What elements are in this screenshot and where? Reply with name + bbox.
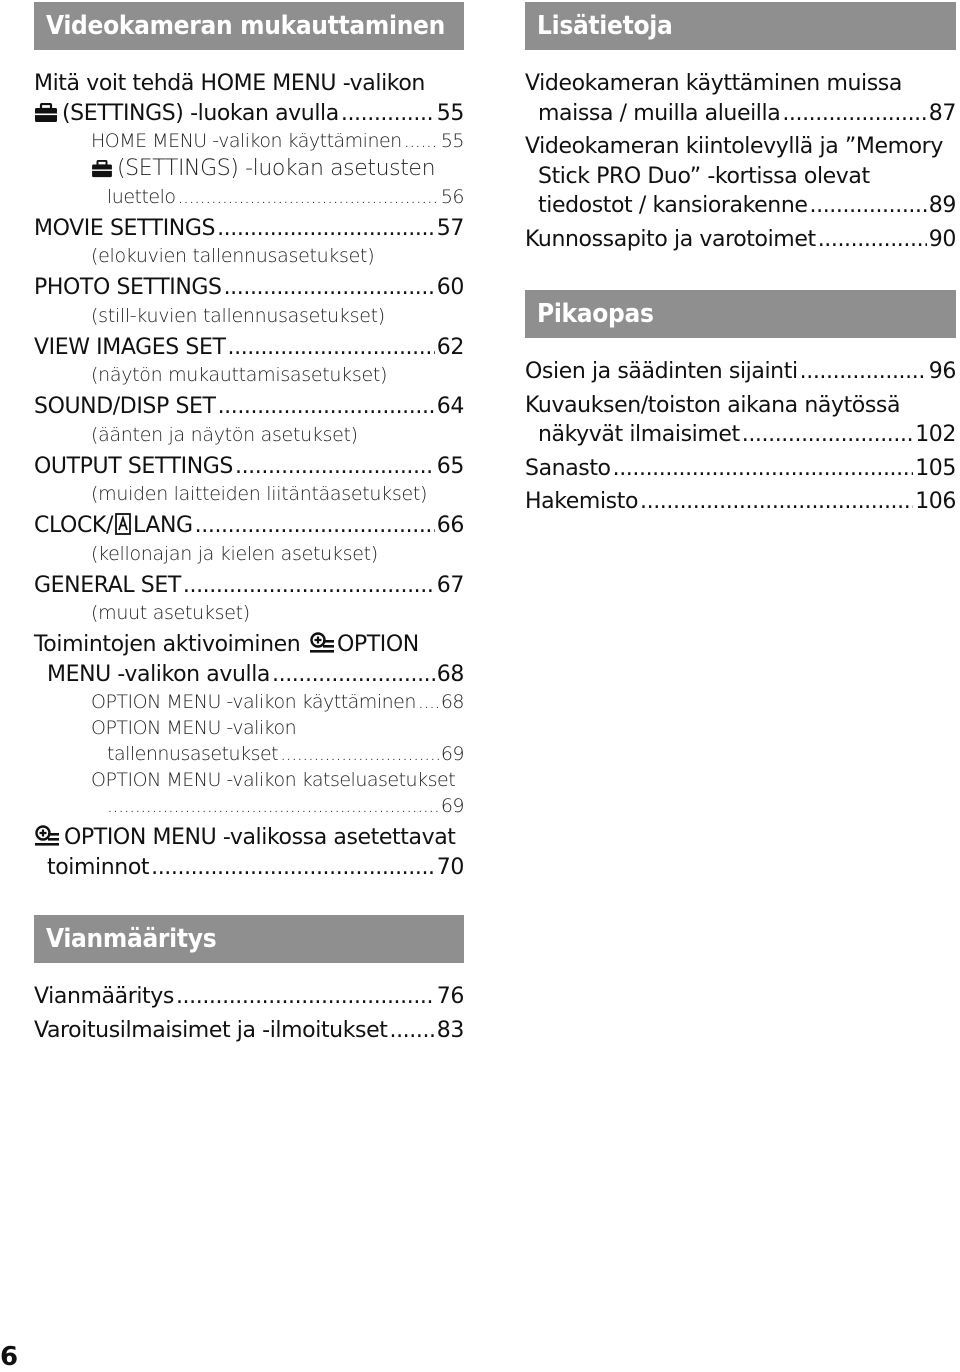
page-ref: 56 xyxy=(440,185,464,208)
page-ref: 68 xyxy=(440,691,464,713)
toc-entry-files-line1: Videokameran kiintolevyllä ja ”Memory xyxy=(525,134,943,159)
toc-entry-indicators-line1: Kuvauksen/toiston aikana näytössä xyxy=(525,392,901,418)
toc-entry-warnings[interactable]: Varoitusilmaisimet ja -ilmoitukset ..... 83 xyxy=(34,1016,464,1046)
page-ref: 62 xyxy=(436,334,464,360)
toc-entry-option-menu-line1: Toimintojen aktivoiminen OPTION xyxy=(34,632,419,657)
toc-customize xyxy=(34,69,464,882)
page-ref: 66 xyxy=(436,513,464,538)
page-ref: 69 xyxy=(440,795,464,817)
toc-entry-desc: (äänten ja näytön asetukset) xyxy=(91,423,358,446)
toc-entry-indicators[interactable]: näkyvät ilmaisimet ..... 102 xyxy=(525,420,956,450)
toc-entry-movie-settings[interactable]: MOVIE SETTINGS ..... 57 xyxy=(34,214,464,244)
toc-entry-desc: (muut asetukset) xyxy=(91,602,250,624)
toc-subentry-home-menu[interactable]: HOME MENU -valikon käyttäminen ..... 55 xyxy=(34,128,464,154)
page-ref: 65 xyxy=(436,453,464,479)
page-ref: 102 xyxy=(915,422,956,447)
toc-entry-clock-lang[interactable]: CLOCK/ LANG ..... 66 xyxy=(34,511,464,541)
page-ref: 68 xyxy=(436,661,464,687)
toc-subentry-option-viewing-line1: OPTION MENU -valikon katseluasetukset xyxy=(91,769,456,791)
page-ref: 64 xyxy=(436,394,464,419)
toc-troubleshooting xyxy=(34,982,464,1045)
section-header-additional xyxy=(525,2,956,50)
toc-entry-option-functions-line1: OPTION MENU -valikossa asetettavat xyxy=(34,823,464,853)
toc-entry-maintenance[interactable]: Kunnossapito ja varotoimet ..... 90 xyxy=(525,225,956,255)
toc-entry-general-set[interactable]: GENERAL SET ..... 67 xyxy=(34,571,464,601)
page-ref: 70 xyxy=(436,854,464,880)
toc-entry-glossary[interactable]: Sanasto ..... 105 xyxy=(525,454,956,484)
toc-subentry-option-recording[interactable]: tallennusasetukset ..... 69 xyxy=(34,741,464,767)
section-header-troubleshooting xyxy=(34,915,464,963)
left-column xyxy=(34,2,464,1043)
toc-subentry-option-viewing[interactable] xyxy=(34,793,464,819)
language-a-icon xyxy=(115,513,131,535)
toolbox-icon xyxy=(34,103,58,123)
toc-entry-abroad[interactable]: maissa / muilla alueilla ..... 87 xyxy=(525,99,956,129)
option-menu-icon xyxy=(34,825,60,847)
toc-entry-files[interactable]: tiedostot / kansiorakenne ..... 89 xyxy=(525,191,956,221)
page-ref: 89 xyxy=(928,193,956,218)
page-ref: 60 xyxy=(436,275,464,300)
section-header-quickguide xyxy=(525,290,956,338)
toc-entry-parts[interactable]: Osien ja säädinten sijainti ..... 96 xyxy=(525,357,956,387)
section-title: Pikaopas xyxy=(537,299,654,329)
toc-entry-abroad-line1: Videokameran käyttäminen muissa xyxy=(525,71,902,96)
page-ref: 96 xyxy=(928,359,956,384)
toc-quickguide xyxy=(525,357,956,517)
page-ref: 55 xyxy=(440,130,464,152)
right-column xyxy=(525,2,956,514)
page-ref: 87 xyxy=(928,100,956,126)
toc-entry-settings[interactable]: (SETTINGS) -luokan avulla ..... 55 xyxy=(34,99,464,129)
section-title: Lisätietoja xyxy=(537,11,673,41)
toc-entry-option-functions[interactable]: toiminnot ..... 70 xyxy=(34,853,464,883)
section-title: Videokameran mukauttaminen xyxy=(46,11,445,41)
toc-subentry-option-recording-line1: OPTION MENU -valikon xyxy=(91,717,297,739)
page-ref: 83 xyxy=(436,1017,464,1043)
section-title: Vianmääritys xyxy=(46,924,217,954)
toc-entry-index[interactable]: Hakemisto ..... 106 xyxy=(525,487,956,517)
page-ref: 106 xyxy=(915,489,956,514)
option-menu-icon xyxy=(309,632,335,654)
toc-subentry-settings-list-line1: (SETTINGS) -luokan asetusten xyxy=(34,154,464,184)
toc-subentry-settings-list[interactable]: luettelo ..... 56 xyxy=(34,184,464,210)
toc-entry-troubleshooting[interactable]: Vianmääritys ..... 76 xyxy=(34,982,464,1012)
toc-entry-sound-disp-set[interactable]: SOUND/DISP SET ..... 64 xyxy=(34,392,464,422)
page-ref: 69 xyxy=(440,743,464,765)
toc-entry-files-line2: Stick PRO Duo” -kortissa olevat xyxy=(538,163,870,189)
toc-entry-option-menu[interactable]: MENU -valikon avulla ..... 68 xyxy=(34,660,464,690)
section-header-customize xyxy=(34,2,464,50)
page-ref: 90 xyxy=(928,226,956,252)
toc-entry-output-settings[interactable]: OUTPUT SETTINGS ..... 65 xyxy=(34,452,464,482)
toc-entry-desc: (muiden laitteiden liitäntäasetukset) xyxy=(91,483,428,505)
toc-entry-settings-line1: Mitä voit tehdä HOME MENU -valikon xyxy=(34,71,425,96)
toc-entry-desc: (elokuvien tallennusasetukset) xyxy=(91,245,375,267)
toc-entry-desc: (näytön mukauttamisasetukset) xyxy=(91,364,388,386)
page-ref: 57 xyxy=(436,215,464,241)
toc-entry-view-images-set[interactable]: VIEW IMAGES SET ..... 62 xyxy=(34,333,464,363)
page-ref: 76 xyxy=(436,984,464,1009)
page-ref: 105 xyxy=(915,455,956,481)
page-ref: 55 xyxy=(436,100,464,126)
page-number: 6 xyxy=(0,1342,19,1372)
page-ref: 67 xyxy=(436,572,464,598)
toc-subentry-option-menu-use[interactable]: OPTION MENU -valikon käyttäminen ..... 68 xyxy=(34,689,464,715)
toc-entry-photo-settings[interactable]: PHOTO SETTINGS ..... 60 xyxy=(34,273,464,303)
toc-entry-desc: (kellonajan ja kielen asetukset) xyxy=(91,542,378,565)
toc-additional xyxy=(525,69,956,254)
toolbox-icon xyxy=(91,160,113,178)
toc-entry-desc: (still-kuvien tallennusasetukset) xyxy=(91,304,385,327)
